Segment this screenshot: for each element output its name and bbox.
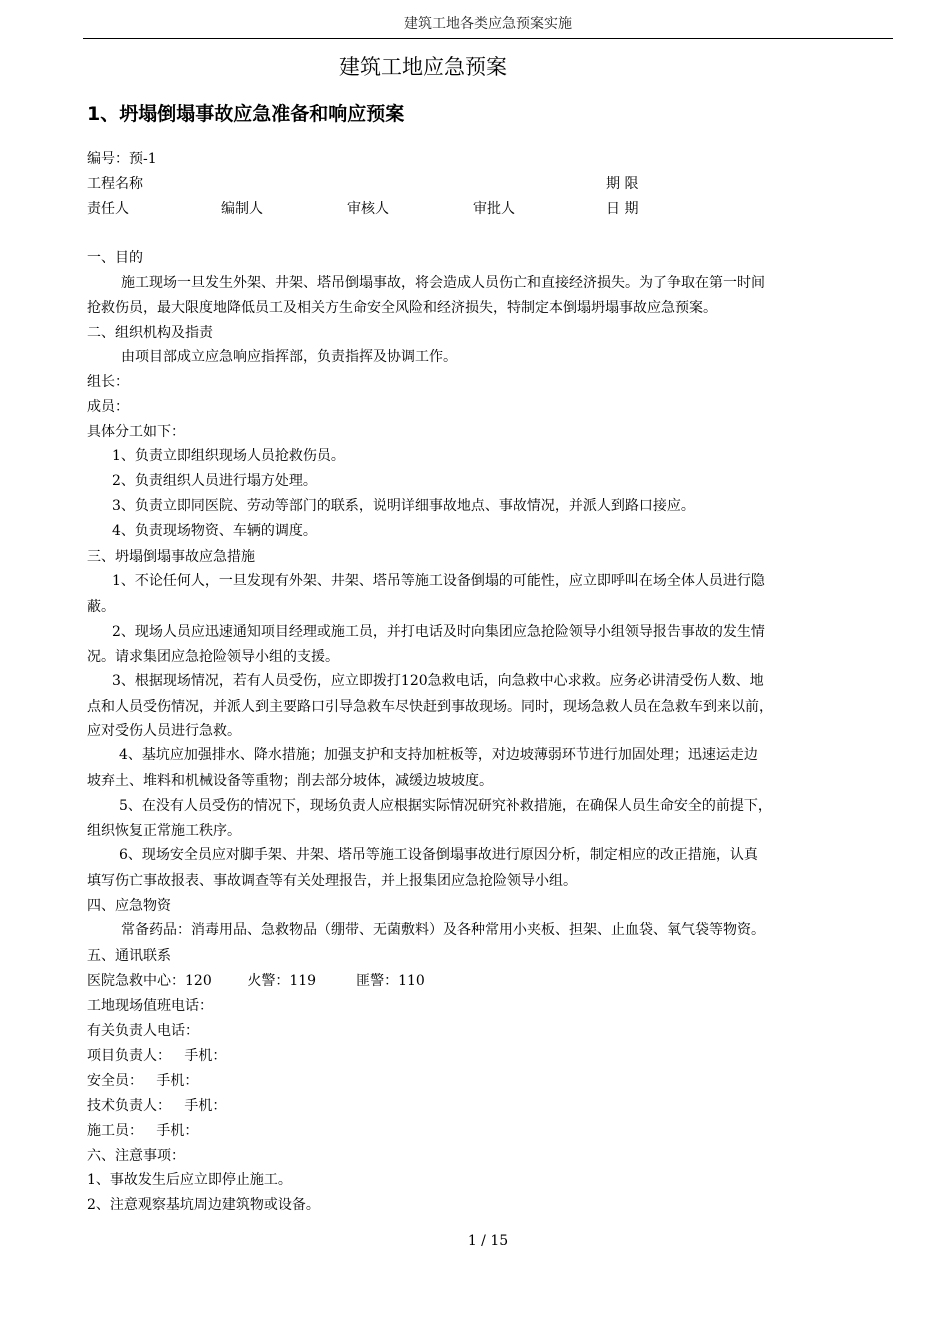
list-item: 2、负责组织人员进行塌方处理。 (112, 473, 317, 489)
contact-line: 项目负责人： 手机： (87, 1048, 227, 1064)
paragraph-line: 由项目部成立应急响应指挥部，负责指挥及协调工作。 (121, 349, 457, 365)
paragraph-line: 应对受伤人员进行急救。 (87, 723, 241, 739)
responsible-label: 责任人 (87, 201, 129, 217)
contact-line: 安全员： 手机： (87, 1073, 199, 1089)
paragraph-line: 坡弃土、堆料和机械设备等重物；削去部分坡体，减缓边坡坡度。 (87, 773, 493, 789)
heading-notes: 六、注意事项： (87, 1148, 185, 1164)
list-item: 4、负责现场物资、车辆的调度。 (112, 523, 317, 539)
contact-line: 技术负责人： 手机： (87, 1098, 227, 1114)
paragraph-line: 2、现场人员应迅速通知项目经理或施工员，并打电话及时向集团应急抢险领导小组领导报告事故的发生情 (112, 624, 765, 640)
members-line: 成员： (87, 399, 129, 415)
list-item: 3、负责立即同医院、劳动等部门的联系，说明详细事故地点、事故情况，并派人到路口接应。 (112, 498, 695, 514)
paragraph-line: 填写伤亡事故报表、事故调查等有关处理报告，并上报集团应急抢险领导小组。 (87, 873, 577, 889)
contact-line: 施工员： 手机： (87, 1123, 199, 1139)
emergency-numbers: 医院急救中心：120 火警：119 匪警：110 (87, 973, 425, 989)
paragraph-line: 抢救伤员，最大限度地降低员工及相关方生命安全风险和经济损失，特制定本倒塌坍塌事故应急预案。 (87, 300, 717, 316)
heading-purpose: 一、目的 (87, 250, 143, 266)
paragraph-line: 6、现场安全员应对脚手架、井架、塔吊等施工设备倒塌事故进行原因分析，制定相应的改正措施，认真 (119, 847, 758, 863)
document-number: 编号：预-1 (87, 151, 157, 167)
document-title: 建筑工地应急预案 (339, 55, 507, 79)
paragraph-line: 组织恢复正常施工秩序。 (87, 823, 241, 839)
paragraph-line: 3、根据现场情况，若有人员受伤，应立即拨打120急救电话，向急救中心求救。应务必讲清受伤人数、地 (112, 673, 764, 689)
list-item: 1、事故发生后应立即停止施工。 (87, 1172, 292, 1188)
header-divider (83, 38, 893, 39)
contact-line: 工地现场值班电话： (87, 998, 213, 1014)
leader-line: 组长： (87, 374, 129, 390)
paragraph-line: 常备药品：消毒用品、急救物品（绷带、无菌敷料）及各种常用小夹板、担架、止血袋、氧气袋等物资。 (121, 922, 765, 938)
compiler-label: 编制人 (221, 201, 263, 217)
heading-measures: 三、坍塌倒塌事故应急措施 (87, 549, 255, 565)
approver-label: 审批人 (473, 201, 515, 217)
heading-contact: 五、通讯联系 (87, 948, 171, 964)
paragraph-line: 5、在没有人员受伤的情况下，现场负责人应根据实际情况研究补救措施，在确保人员生命安全的前提下， (119, 798, 772, 814)
project-name-label: 工程名称 (87, 176, 143, 192)
list-item: 1、负责立即组织现场人员抢救伤员。 (112, 448, 345, 464)
contact-line: 有关负责人电话： (87, 1023, 199, 1039)
heading-organization: 二、组织机构及指责 (87, 325, 213, 341)
reviewer-label: 审核人 (347, 201, 389, 217)
deadline-label: 期 限 (606, 176, 639, 192)
paragraph-line: 况。请求集团应急抢险领导小组的支援。 (87, 649, 339, 665)
date-label: 日 期 (606, 201, 639, 217)
paragraph-line: 点和人员受伤情况，并派人到主要路口引导急救车尽快赶到事故现场。同时，现场急救人员在急救车到来以前， (87, 699, 773, 715)
section-title: 1、坍塌倒塌事故应急准备和响应预案 (87, 103, 405, 125)
running-header: 建筑工地各类应急预案实施 (404, 16, 572, 32)
paragraph-line: 蔽。 (87, 599, 115, 615)
paragraph-line: 施工现场一旦发生外架、井架、塔吊倒塌事故，将会造成人员伤亡和直接经济损失。为了争取在第一时间 (121, 275, 765, 291)
heading-supplies: 四、应急物资 (87, 898, 171, 914)
paragraph-line: 4、基坑应加强排水、降水措施；加强支护和支持加桩板等，对边坡薄弱环节进行加固处理；迅速运走边 (119, 747, 758, 763)
meta-row-project (87, 173, 687, 195)
paragraph-line: 1、不论任何人，一旦发现有外架、井架、塔吊等施工设备倒塌的可能性，应立即呼叫在场全体人员进行隐 (112, 573, 765, 589)
meta-row-signatures (87, 198, 687, 220)
page-number: 1 / 15 (467, 1233, 509, 1249)
division-line: 具体分工如下： (87, 424, 185, 440)
list-item: 2、注意观察基坑周边建筑物或设备。 (87, 1197, 320, 1213)
